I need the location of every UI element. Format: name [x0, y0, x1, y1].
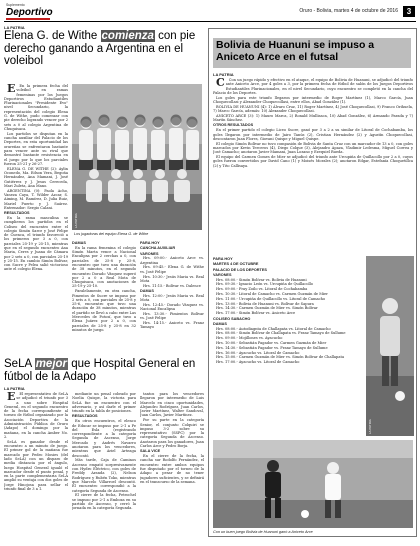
futsal-photo [213, 440, 413, 528]
schedule-line: Hrs. 12:00.- Jesús Maria vs. Real Mota [140, 293, 204, 303]
paragraph: El colegio Simón Bolívar no tuvo compasión de Bolivia de Santa Cruz con un marcador de 13 a 0, con goles marcados por Kevin Terceros (4), Diego Colque (3), Alejandro Apaza, Vladimir Ledesma, Miguel Correa y José Camacho; anotaron Javier Mamani, Juan Lozano y Ezequiel Rueda. [213, 141, 413, 155]
subheading: PALACIO DE LOS DEPORTES [213, 267, 267, 272]
schedule-line: Hrs. 10:30.- Jesús Maria vs. Real Mota [140, 274, 204, 283]
schedule-line: Hrs. 14:30.- Sebastián Pagador vs. Franz Tamayo de Sullume [216, 345, 328, 350]
paragraph: Paralelamente, en otra cancha, Pimentos de Sucre se impuso por 2 sets a 0, con parciales de 25-8 y 25-6, encuentro que tuvo una duración de 38 minutos, mientras el partido se llevó a cabo entre Las Mercedes de Potosí, que tuvo a Elena Juárez por 2 a 0, con parciales de 25-8 y 25-8 en 32 minutos de juego. [72, 289, 136, 332]
dropcap: E [7, 84, 16, 95]
paragraph: tantos para los vencedores llegaron por intermedio de Luis Marcelo en cinco oportunidades, Alejandro Rodríguez, Juan Carlos, Javier Martínez, Walter Sandoval, Juan Carlos, Javier Martínez. [140, 392, 204, 418]
article2-headline-post: que Hospital General en fútbol de la Adapo [4, 358, 196, 383]
article3-headline-banner [213, 38, 411, 68]
paragraph: En el primer partido el colegio Liceo Sucre, ganó por 3 a 2 a su similar de Litoral de Cochabamba, los goles llegaron por intermedio de Jairo Tanús (2), Cristian Hernández (2) y Agustín Choquecollasi, descontaron Juan Flores, Giovani Quispe y Miguel Quispe. [213, 128, 413, 141]
paragraph: El equipo del Carmen Gomes de Mier se adjudicó del triunfo ante Urcupiña de Quillacollo por 2 a 0, cuyos goles fueron convertidos por David Cano (1) y Moisés Morales (2); anotaron Edgar, Estefanía Choquetillca (2) y Tito Callisaya. [213, 155, 413, 168]
subheading: COLISEO SABACHO [213, 316, 251, 321]
photo-credit: LA PATRIA [74, 213, 78, 228]
logo-top-text: Suplemento [6, 3, 25, 7]
article1-kicker: LA PATRIA [4, 25, 25, 30]
dropcap: C [216, 78, 225, 89]
schedule-line: Hrs. 17:00.- Ayacucho vs. Litoral de Camacho [216, 360, 300, 365]
article2-column-2 [72, 392, 136, 542]
article2-kicker: LA PATRIA [4, 386, 25, 391]
paragraph: ELENA G. DE WITHE (2): Aylin Oconedo, Ma. Edson Vera, Begoña Hernández, Ana Mamani, J. José Gutiérrez y J. Jesus Cereceda, Mari Zuleta, Ana Mano. [4, 166, 68, 188]
schedule-line: Hrs. 08:00.- Autodiagnta de Challapata vs. Litoral de Camacho [216, 326, 331, 331]
schedule-line: Hrs. 16:00.- Ayacucho vs. Litoral de Camacho [216, 350, 300, 355]
paragraph: El representativo de SeLA se adjudicó el triunfo por 3 a uno sobre Hospital General, en el segundo encuentro de la fecha correspondiente al torneo de fútbol organizado por la Asociación Deportiva de la Administración Pública de Oruro (Adapo) el domingo por la mañana, en la cancha Amber No. 2. [4, 392, 68, 439]
schedule-line: Hrs. 09:00.- Fray Zoilo vs. Litoral de Cochabamba [216, 287, 308, 292]
article1-column-2 [72, 240, 136, 350]
paragraph: Los goles para este triunfo llegaron por intermedio de Roger Martínez (1), Marco García, Juan Choquecollasi y Alexander Choquecollasi, entre ellos, Abad González (1). [213, 95, 413, 104]
schedule-line: Hrs. 14:15.- Aniceto vs. Franz Tamayo [140, 321, 204, 330]
article2-headline-pre: SeLA [4, 358, 35, 370]
subheading: RESULTADOS [72, 414, 98, 419]
page-number: 3 [403, 6, 415, 17]
article1-headline-accent: comienza [101, 30, 154, 42]
article1-headline [4, 30, 204, 68]
article2-headline-accent: mejor [35, 358, 68, 370]
schedule-line: Hrs. 09:00.- Aniceto Arce vs. Argentina [140, 256, 204, 265]
paragraph: En la rama masculina se cumplieron los partidos en el Coliseo del encuentro entre el colegio Simón Sarce y José Felipe de Cuenca, el triunfo favoreció a los primeros por 3 a 0, con parciales 25-19 y 25-15, mientras que en el segundo encuentro Ana Maria, Ceres y Juana de Cámara por 2 sets a 0, con parciales 25-19 y 25-15. En cambio Simón Bolívar, con Sucre y Pelea salió victorioso ante el colegio Elena. [4, 215, 68, 272]
subheading: MARTES 4 DE OCTUBRE [213, 262, 259, 267]
paragraph: ARGENTINA (0): Paola Acho, Vaneza Caya, T. Wilder Azcar, S. Aiming, M. Ramírez, D. Julia Ruiz, Mariel Puerto y J. Suárez. Entrenador: Sergio Calani. [4, 188, 68, 210]
futsal-photo-caption: Con un buen juego Bolivia de Huanuni ganó a Aniceto Arce [213, 530, 313, 534]
paragraph: Los partidos se disputan en la cancha auxiliar del Palacio de los Deportes, en esta oportunidad las orureñas se enfrentaron bastante para vencer ante su rival que demostró bastante resistencia en el juego por lo que los parciales fueron 25-21 y 26-27. [4, 131, 68, 166]
article1-headline-pre: Elena G. de Withe [4, 30, 101, 42]
paragraph: Con un juego rápido y efectivo en el ataque, el equipo de Bolivia de Huanuni, se adjudicó del triunfo ante Aniceto Arce, por 4 goles a 3, por la primera fecha de fútbol de salón de los Juegos Deportivos Estudiantiles Plurinacionales, en el nivel Secundario, cuyo encuentro se completó en la cancha del Palacio de los Deportes. [213, 78, 413, 95]
schedule-line: Hrs. 08:00.- Simón Bolívar de Challapata vs. Franz Tamayo de Sullume [216, 331, 346, 336]
subheading: DAMAS [213, 321, 227, 326]
subheading: PARA HOY [213, 257, 233, 261]
paragraph: En la rama femenina el colegio Simón Marta vence a Nacional Encalipsa por 2 cerchas a 0, con parciales de 25-8 y 25-8, encuentro que tuvo una duración de 38 minutos, en el segundo encuentro Dorado Vásquez superó por 2 a 0 a Real Mota de Chuquisaca, con anotaciones de 25-19 y 25-10. [72, 245, 136, 289]
issue-date: Oruro - Bolivia, martes 4 de octubre de 2016 [299, 8, 398, 14]
logo-main-text: Deportivo [6, 7, 53, 18]
schedule-line: Hrs. 15:00.- Carmen Guzmán de Mier vs. Simón Bolívar de Challapata [216, 355, 345, 360]
subheading: DAMAS [140, 288, 154, 293]
subheading: DAMAS [72, 241, 86, 245]
article3-column-1 [213, 78, 413, 254]
paragraph: ANICETO ARCE (3): 1) Mauro Marca, 2) Ronald Mullisaca, 10) Abad González, 6) Armando Parada y 7) Martín Sánchez. [213, 113, 413, 123]
article1-column-1 [4, 84, 68, 312]
schedule-line: Hrs. 10:30.- Litoral de Camacho vs. Carmen Guzmán de Mier [216, 292, 328, 297]
schedule-line: Hrs. 11:15.- Bolívar vs. Dalence [143, 283, 201, 288]
subheading: PARA HOY [140, 241, 160, 245]
paragraph: Más tarde, Caja de Caminos Ascenso empató sorpresivamente con Hydro Eléctrico, con goles de Freddy Aranda (2), Nelson Rodríguez y Rubén Toko, mientras que Marcelo Villarroel descontó. El encuentro correspondió a la categoría Segunda de Ascenso. [72, 458, 136, 493]
schedule-line: Hrs. 13:00.- Bolivia de Huanuni vs. Bolívar de Sapura [216, 301, 314, 306]
futsal-photo-illustration [213, 440, 413, 528]
article2-headline [4, 358, 204, 383]
subheading: VARONES [213, 272, 232, 277]
paragraph: En otros encuentros, el elenco de Educar se impuso por 2-1 a Fe del Esla (registrando correspondiente a la categoría Segunda de Ascenso, Jorge Mercado y Andrés Navarro anotaron para los vencedores, mientras que Ariel Arteaga descontó. [72, 419, 136, 458]
futsal-photo-small-illustration [366, 256, 414, 436]
schedule-line: Hrs. 14:30.- Carmen Guzmán de Mier vs. Simón Bolívar [216, 306, 318, 311]
volleyball-photo-caption: Los jugadoras del equipo Elena G. de Withe [74, 232, 149, 236]
masthead [4, 2, 416, 22]
article2-column-3 [140, 392, 204, 542]
paragraph: En la primera fecha del voleibol en ramas femeninas por los Juegos Deportivos Estudiantiles Plurinacionales "Presidente Evo" nivel Secundario, la representación del colegio Elena G. de Withe, pudo comenzar con pie derecho logrando vencer por 2 sets a 0 al colegio Argentina de Chuquisaca. [4, 84, 68, 131]
schedule-line: Hrs. 09:30.- Ignacio León vs. Urcupiña de Quillacollo [216, 282, 313, 287]
futsal-photo-small [366, 256, 414, 436]
section-logo [6, 3, 53, 20]
schedule-line: Hrs. 09:00.- Mojillones vs. Ayacucho [216, 336, 283, 341]
subheading: VARONES [140, 251, 159, 256]
article3-kicker: LA PATRIA [213, 72, 234, 77]
paragraph: mediante un penal cobrado por Noelia Quispe, la victoria para SeLA fue un encuentro con el adversario, y así darle el primer triunfo en la tabla de posiciones. [72, 392, 136, 414]
article1-column-3 [140, 240, 204, 350]
article3-schedule [213, 256, 363, 436]
team-photo-illustration [72, 84, 202, 230]
photo-credit: LA PATRIA [368, 419, 372, 434]
paragraph: El cierre de la fecha, Petrochel se impuso por 2-1 a Emboza en su partido de Ascenso, y cerró la jornada en la categoría Segunda. [72, 493, 136, 511]
schedule-line: Hrs. 12:45.- Dorado Vásquez vs. Nacional Encalipsa [140, 302, 204, 312]
dropcap: E [7, 392, 16, 403]
schedule-line: Hrs. 08:00.- Simón Bolívar vs. Bolivia de Huanuni [216, 277, 307, 282]
article1-headline-post: con pie derecho ganando a Argentina en el voleibol [4, 30, 196, 68]
schedule-line: Hrs. 09:45.- Elena G. de Withe vs. José Felipe [140, 265, 204, 274]
paragraph: En el cierre de la fecha, la cancha sur Rodolfo Fernández, el encuentro entre ambos equipos fue disputado por el torneo de la Adapo a pesar de no tener jugadores suficientes, y se definirá en el transcurso de la semana. [140, 454, 204, 484]
schedule-line: Hrs. 13:30.- Pimientos Bolívar vs. José Felipe [140, 311, 204, 321]
subheading: OTROS RESULTADOS [213, 123, 254, 128]
article2-column-1 [4, 392, 68, 542]
volleyball-team-photo [72, 84, 202, 230]
paragraph: BOLIVIA DE HUANUNI (4): 1) Álvaro Cruz, 11) Roger Martínez, 4) José Choquecollasi, 9) Franco Orihuela, 7) Marco García, además: 10) Alexander Choquecollasi. [213, 104, 413, 114]
paragraph: Por su parte en la categoría Senior, el conjunto Colquiri se impuso 3-2 sobre su representativo (SSPC) por la categoría Segunda de Ascenso. Anotaron para los ganadores, Juan Carlos Arce y Pedro Borja. [140, 418, 204, 449]
schedule-line: Hrs. 10:00.- Sebastián Pagador vs. Carmen Guzmán de Mier [216, 341, 327, 346]
subheading: RESULTADOS [4, 211, 30, 216]
logo-accent-bar [6, 18, 50, 20]
paragraph: SeLA es ganador desde el encuentro a un minuto de juego. El primer gol de la mañana fue marcado por Pedro Mosies (del lado SeLA) con un disparo de media distancia por el ángulo, luego Hospital General igualó el marcador desde el punto penal, y en la parte complementaria SeLA amplió su ventaja con dos goles de Jorge Hinojosa para sellar el triunfo final de 3 a 1. [4, 439, 68, 492]
schedule-line: Hrs. 17:00.- Simón Bolívar vs. Aniceto Arce [216, 311, 296, 316]
subheading: CANCHA AUXILIAR [140, 246, 176, 251]
article3-headline: Bolivia de Huanuni se impuso a Aniceto Arce en el futsal [216, 39, 375, 63]
schedule-line: Hrs. 11:00.- Urcupiña de Quillacollo vs. Litoral de Camacho [216, 296, 326, 301]
subheading: SALA VICE [140, 449, 161, 454]
